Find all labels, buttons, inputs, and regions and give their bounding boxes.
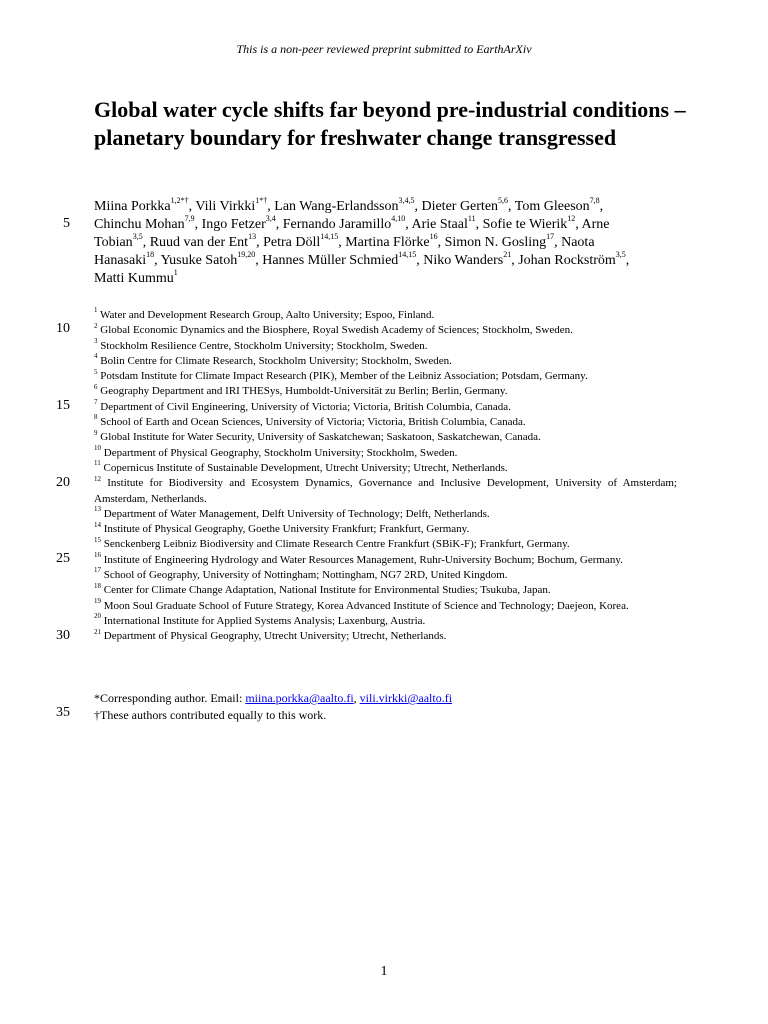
author-affiliation-marker: 16 — [429, 232, 438, 242]
author — [514, 196, 600, 214]
affiliation-item — [94, 336, 677, 354]
author — [421, 196, 509, 214]
author-name: Miina Porkka — [94, 199, 171, 214]
affiliation-item — [94, 522, 677, 537]
author — [160, 250, 256, 268]
affiliation-number: 12 — [94, 474, 101, 483]
affiliation-number: 10 — [94, 444, 101, 453]
affiliation-item — [94, 384, 677, 399]
author-affiliation-marker: 17 — [546, 232, 555, 242]
affiliation-number: 6 — [94, 382, 98, 391]
author — [282, 214, 406, 232]
affiliation-item — [94, 553, 677, 568]
email-separator: , — [353, 691, 360, 705]
author-name: Simon N. Gosling — [444, 235, 547, 250]
correspondence-block — [94, 690, 452, 724]
author-affiliation-marker: 3,4 — [265, 214, 276, 224]
line-number: 10 — [56, 321, 70, 336]
author-name: Johan Rockström — [518, 253, 616, 268]
author-name: Ingo Fetzer — [201, 217, 266, 232]
affiliation-number: 9 — [94, 428, 98, 437]
affiliation-text: Geography Department and IRI THESys, Humboldt-Universität zu Berlin; Berlin, Germany. — [97, 385, 508, 398]
affiliation-number: 11 — [94, 459, 101, 468]
email-link[interactable]: miina.porkka@aalto.fi — [245, 691, 354, 705]
line-number: 5 — [63, 216, 70, 231]
affiliation-item — [94, 400, 677, 415]
author-name: Arie Staal — [411, 217, 468, 232]
author-affiliation-marker: 19,20 — [237, 250, 256, 260]
affiliation-number: 14 — [94, 520, 101, 529]
author-name: Petra Döll — [263, 235, 321, 250]
author-name: Tom Gleeson — [514, 199, 590, 214]
affiliation-number: 4 — [94, 352, 98, 361]
affiliation-item — [94, 614, 677, 629]
author-affiliation-marker: 5,6 — [498, 196, 509, 206]
author-name: Chinchu Mohan — [94, 217, 185, 232]
affiliation-text: Copernicus Institute of Sustainable Development, Utrecht University; Utrecht, Netherlands. — [100, 461, 508, 474]
author-name: Niko Wanders — [423, 253, 504, 268]
author — [518, 250, 626, 268]
author-name: Martina Flörke — [345, 235, 430, 250]
affiliation-number: 5 — [94, 367, 98, 376]
affiliation-number: 8 — [94, 413, 98, 422]
author-list: Miina Porkka$^{1,2*\dagger}$, Vili Virkki$^{1*\dagger}$, Lan Wang-Erlandsson$^{3,4,5}$, Dieter Gerten$^{5,6}$, Tom Gleeson$^{7,8}$, Chinchu Mohan$^{7,9}$, Ingo Fetzer$^{3,4}$, Fernando Jaramillo$^{4,10}$, Arie Staal$^{11}$, Sofie te Wierik$^{12}$, Arne Tobian$^{3,5}$, Ruud van der Ent$^{13}$, Petra Döll$^{14,15}$, Martina Flörke$^{16}$, Simon N. Gosling$^{17}$, Naota Hanasaki$^{18}$, Yusuke Satoh$^{19,20}$, Hannes Müller Schmied$^{14,15}$, Niko Wanders$^{21}$, Johan Rockström$^{3,5}$, Matti Kummu$^1$ — [94, 196, 630, 286]
author-name: Vili Virkki — [195, 199, 256, 214]
author-name: Dieter Gerten — [421, 199, 499, 214]
affiliation-text: Senckenberg Leibniz Biodiversity and Climate Research Centre Frankfurt (SBiK-F); Frankfurt, Germany. — [101, 538, 570, 551]
author-name: Matti Kummu — [94, 271, 174, 286]
author-name: Lan Wang-Erlandsson — [274, 199, 399, 214]
affiliation-number: 1 — [94, 306, 98, 315]
affiliation-item — [94, 308, 677, 323]
line-number: 20 — [56, 475, 70, 490]
affiliation-item — [94, 568, 677, 583]
affiliation-text: Institute for Biodiversity and Ecosystem Dynamics, Governance and Inclusive Development, University of Amsterdam; Amsterdam, Netherlands. — [94, 477, 677, 505]
author-affiliation-marker: 7,9 — [184, 214, 195, 224]
author-affiliation-marker: 1,2*† — [170, 196, 189, 206]
author-name: Hannes Müller Schmied — [262, 253, 399, 268]
affiliation-item — [94, 537, 677, 552]
author — [201, 214, 276, 232]
author — [274, 196, 415, 214]
affiliation-text: Department of Physical Geography, Utrecht University; Utrecht, Netherlands. — [101, 630, 447, 643]
equal-contribution-note: †These authors contributed equally to this work. — [94, 708, 327, 722]
affiliation-text: School of Geography, University of Nottingham; Nottingham, NG7 2RD, United Kingdom. — [101, 569, 508, 582]
author-name: Arne Tobian — [94, 217, 610, 250]
author-name: Ruud van der Ent — [149, 235, 249, 250]
author-affiliation-marker: 21 — [503, 250, 512, 260]
author — [423, 250, 512, 268]
author-affiliation-marker: 3,5 — [615, 250, 626, 260]
affiliation-item — [94, 369, 677, 384]
affiliation-number: 21 — [94, 627, 101, 636]
affiliation-text: Moon Soul Graduate School of Future Strategy, Korea Advanced Institute of Science and Technology; Daejeon, Korea. — [101, 599, 629, 612]
paper-title: Global water cycle shifts far beyond pre-industrial conditions – planetary boundary for freshwater change transgressed — [94, 97, 686, 150]
author-name: Yusuke Satoh — [160, 253, 238, 268]
author-name: Fernando Jaramillo — [282, 217, 392, 232]
affiliation-number: 18 — [94, 581, 101, 590]
affiliation-number: 17 — [94, 566, 101, 575]
preprint-header: This is a non-peer reviewed preprint submitted to EarthArXiv — [236, 42, 532, 56]
line-number: 15 — [56, 398, 70, 413]
corresponding-author-prefix: *Corresponding author. Email: — [94, 691, 246, 705]
affiliation-number: 13 — [94, 505, 101, 514]
affiliation-item — [94, 430, 677, 445]
line-number: 30 — [56, 628, 70, 643]
affiliation-text: Stockholm Resilience Centre, Stockholm University; Stockholm, Sweden. — [97, 339, 428, 352]
author — [195, 196, 268, 214]
affiliation-item — [94, 461, 677, 476]
affiliation-item — [94, 583, 677, 598]
author-affiliation-marker: 7,8 — [589, 196, 600, 206]
affiliation-number: 20 — [94, 612, 101, 621]
author-affiliation-marker: 18 — [146, 250, 155, 260]
author — [149, 232, 257, 250]
author — [263, 232, 339, 250]
affiliation-text: Water and Development Research Group, Aalto University; Espoo, Finland. — [97, 309, 435, 321]
affiliation-item — [94, 596, 677, 614]
author-affiliation-marker: 14,15 — [398, 250, 417, 260]
affiliation-item — [94, 507, 677, 522]
affiliation-number: 3 — [94, 336, 98, 345]
affiliation-number: 16 — [94, 551, 101, 560]
author — [94, 268, 178, 286]
affiliation-item — [94, 354, 677, 369]
author-affiliation-marker: 11 — [467, 214, 476, 224]
author-name: Sofie te Wierik — [482, 217, 568, 232]
affiliation-text: Department of Water Management, Delft University of Technology; Delft, Netherlands. — [101, 507, 490, 520]
affiliation-number: 19 — [94, 596, 101, 605]
affiliation-text: Global Economic Dynamics and the Biosphere, Royal Swedish Academy of Sciences; Stockholm, Sweden. — [97, 324, 573, 337]
affiliation-text: Department of Physical Geography, Stockholm University; Stockholm, Sweden. — [101, 446, 458, 459]
author-affiliation-marker: 12 — [567, 214, 576, 224]
email-link[interactable]: vili.virkki@aalto.fi — [359, 691, 453, 705]
author-affiliation-marker: 14,15 — [320, 232, 339, 242]
affiliation-text: Bolin Centre for Climate Research, Stockholm University; Stockholm, Sweden. — [97, 354, 452, 367]
affiliation-list — [94, 308, 677, 645]
affiliation-item — [94, 629, 677, 644]
author — [94, 196, 189, 214]
affiliation-item — [94, 476, 677, 507]
affiliation-text: International Institute for Applied Systems Analysis; Laxenburg, Austria. — [101, 614, 426, 627]
affiliation-text: Institute of Physical Geography, Goethe University Frankfurt; Frankfurt, Germany. — [101, 523, 470, 536]
author — [345, 232, 438, 250]
affiliation-text: Global Institute for Water Security, University of Saskatchewan; Saskatoon, Saskatchewan, Canada. — [97, 431, 541, 444]
affiliation-number: 15 — [94, 535, 101, 544]
affiliation-text: Institute of Engineering Hydrology and Water Resources Management, Ruhr-University Bochum; Bochum, Germany. — [101, 553, 623, 566]
affiliation-text: School of Earth and Ocean Sciences, University of Victoria; Victoria, British Columbia, Canada. — [97, 416, 526, 429]
author — [262, 250, 417, 268]
author-affiliation-marker: 3,4,5 — [398, 196, 415, 206]
corresponding-author-line — [94, 690, 452, 707]
affiliation-number: 2 — [94, 321, 98, 330]
author-affiliation-marker: 13 — [248, 232, 257, 242]
author — [444, 232, 555, 250]
author-name: Naota Hanasaki — [94, 235, 595, 268]
author — [411, 214, 476, 232]
author — [94, 214, 195, 232]
affiliation-text: Department of Civil Engineering, University of Victoria; Victoria, British Columbia, Canada. — [97, 400, 511, 413]
page-number: 1 — [380, 964, 388, 979]
author — [482, 214, 576, 232]
author-affiliation-marker: 1 — [173, 268, 178, 278]
affiliation-item — [94, 415, 677, 430]
affiliation-text: Potsdam Institute for Climate Impact Research (PIK), Member of the Leibniz Association; Potsdam, Germany. — [97, 370, 588, 383]
author-affiliation-marker: 1*† — [255, 196, 268, 206]
line-number: 25 — [56, 551, 70, 566]
line-number: 35 — [56, 705, 70, 720]
affiliation-item — [94, 446, 677, 461]
author-affiliation-marker: 3,5 — [132, 232, 143, 242]
affiliation-text: Center for Climate Change Adaptation, National Institute for Environmental Studies; Tsukuba, Japan. — [101, 584, 551, 597]
author-affiliation-marker: 4,10 — [391, 214, 406, 224]
affiliation-item — [94, 323, 677, 338]
affiliation-number: 7 — [94, 398, 98, 407]
